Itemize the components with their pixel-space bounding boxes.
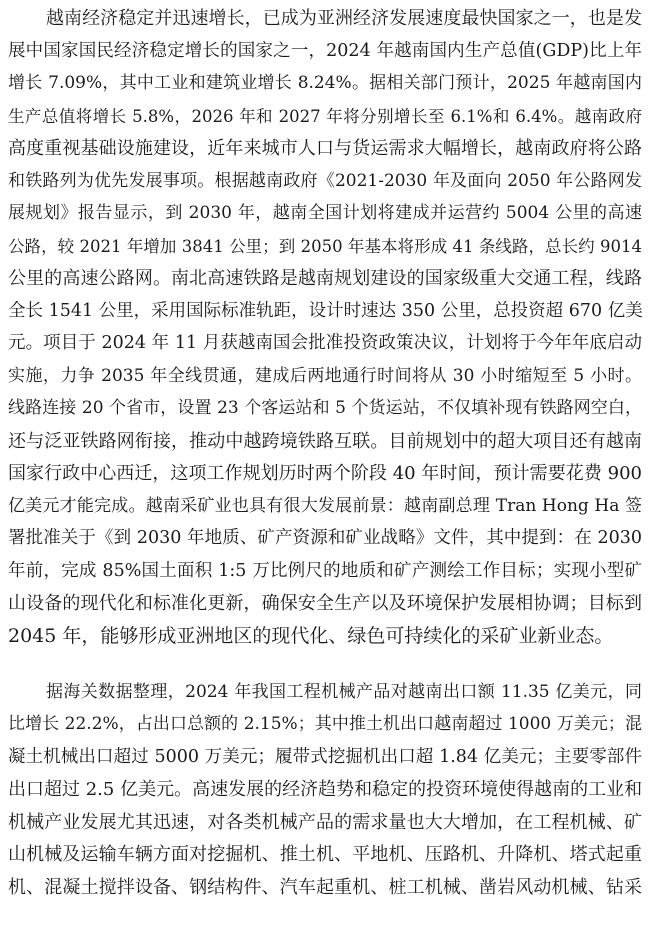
text-line: 元。项目于 2024 年 11 月获越南国会批准投资政策决议，计划将于今年年底启动 <box>8 333 642 353</box>
text-line: 全长 1541 公里，采用国际标准轨距，设计时速达 350 公里，总投资超 670 亿美 <box>8 301 643 321</box>
text-line: 2045 年，能够形成亚洲地区的现代化、绿色可持续化的采矿业新业态。 <box>8 625 614 647</box>
text-line: 还与泛亚铁路网衔接，推动中越跨境铁路互联。目前规划中的超大项目还有越南 <box>8 431 642 452</box>
text-line: 生产总值将增长 5.8%，2026 年和 2027 年将分别增长至 6.1%和 6.4%。越南政府 <box>8 107 642 126</box>
text-line: 国家行政中心西迁，这项工作规划历时两个阶段 40 年时间，预计需要花费 900 <box>8 463 642 484</box>
text-line: 增长 7.09%，其中工业和建筑业增长 8.24%。据相关部门预计，2025 年越南国内 <box>8 73 642 93</box>
text-line: 山设备的现代化和标准化更新，确保安全生产以及环境保护发展相协调；目标到 <box>8 593 642 614</box>
text-line: 比增长 22.2%，占出口总额的 2.15%；其中推土机出口越南超过 1000 万美元；混 <box>8 714 642 734</box>
text-line: 机械产业发展尤其迅速，对各类机械产品的需求量也大大增加，在工程机械、矿 <box>8 812 642 833</box>
text-line: 实施，力争 2035 年全线贯通，建成后两地通行时间将从 30 小时缩短至 5 小时。 <box>8 366 642 386</box>
text-line: 高度重视基础设施建设，近年来城市人口与货运需求大幅增长，越南政府将公路 <box>8 138 642 159</box>
text-line: 年前，完成 85%国土面积 1:5 万比例尺的地质和矿产测绘工作目标；实现小型矿 <box>8 561 642 581</box>
text-line: 凝土机械出口超过 5000 万美元；履带式挖掘机出口超 1.84 亿美元；主要零部件 <box>8 747 642 767</box>
text-line: 出口超过 2.5 亿美元。高速发展的经济趋势和稳定的投资环境使得越南的工业和 <box>8 779 643 800</box>
text-line: 亿美元才能完成。越南采矿业也具有很大发展前景：越南副总理 Tran Hong Ha 签 <box>8 496 642 516</box>
text-line: 据海关数据整理，2024 年我国工程机械产品对越南出口额 11.35 亿美元，同 <box>46 682 642 702</box>
text-line: 和铁路列为优先发展事项。根据越南政府《2021-2030 年及面向 2050 年公路网发 <box>8 171 642 191</box>
text-line: 线路连接 20 个省市，设置 23 个客运站和 5 个货运站，不仅填补现有铁路网空白， <box>8 398 642 418</box>
text-line: 山机械及运输车辆方面对挖掘机、推土机、平地机、压路机、升降机、塔式起重 <box>8 844 642 865</box>
text-line: 机、混凝土搅拌设备、钢结构件、汽车起重机、桩工机械、凿岩风动机械、钻采 <box>8 877 642 898</box>
text-line: 公路，较 2021 年增加 3841 公里；到 2050 年基本将形成 41 条线路，总长约 9014 <box>8 237 642 256</box>
text-line: 越南经济稳定并迅速增长，已成为亚洲经济发展速度最快国家之一，也是发 <box>46 8 642 29</box>
text-line: 署批准关于《到 2030 年地质、矿产资源和矿业战略》文件，其中提到：在 2030 <box>8 528 642 548</box>
text-line: 展中国家国民经济稳定增长的国家之一，2024 年越南国内生产总值(GDP)比上年 <box>8 41 642 61</box>
text-line: 公里的高速公路网。南北高速铁路是越南规划建设的国家级重大交通工程，线路 <box>8 268 642 289</box>
text-line: 展规划》报告显示，到 2030 年，越南全国计划将建成并运营约 5004 公里的高速 <box>8 203 642 223</box>
